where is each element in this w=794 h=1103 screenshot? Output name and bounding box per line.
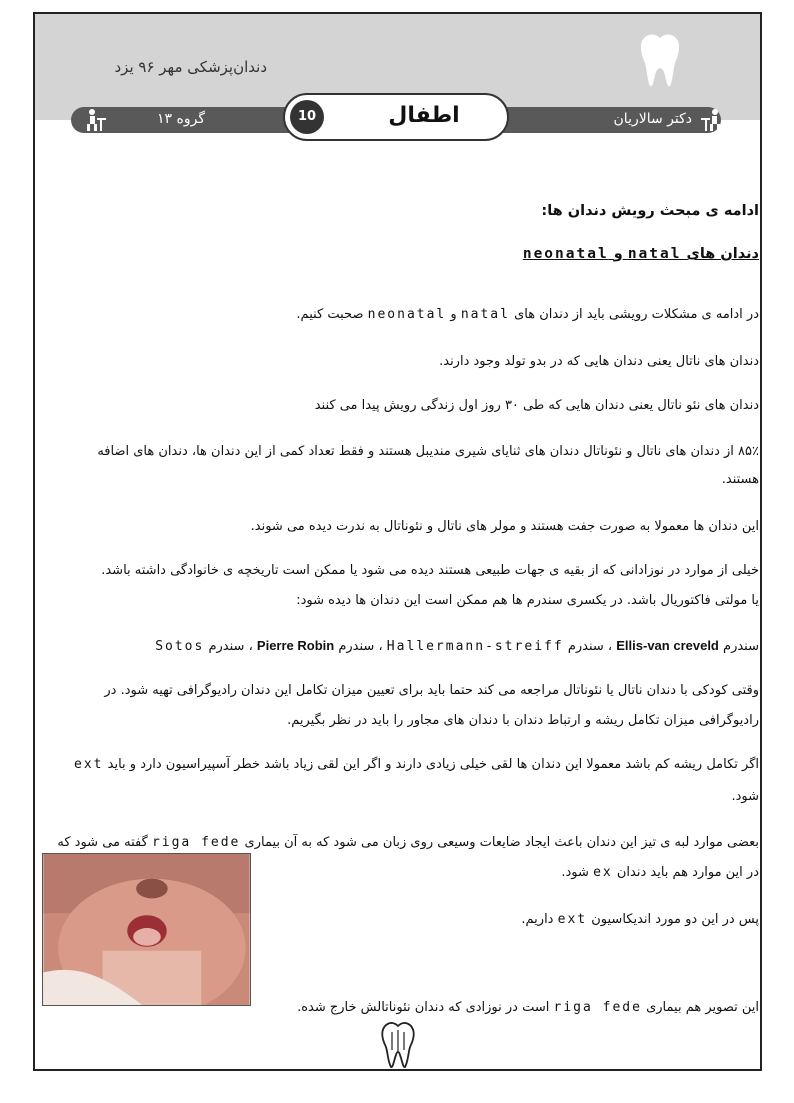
page-number: 10 [290, 100, 324, 134]
teacher-figure-icon [83, 108, 107, 132]
paragraph: در این موارد هم باید دندان ex شود. [561, 865, 759, 880]
paragraph: دندان های ناتال یعنی دندان هایی که در بدو تولد وجود دارند. [439, 354, 759, 369]
paragraph: وقتی کودکی با دندان ناتال یا نئوناتال مراجعه می کند حتما باید برای تعیین میزان تکامل این دندان رادیوگرافی تهیه شود. در [104, 683, 759, 698]
paragraph: رادیوگرافی میزان تکامل ریشه و ارتباط دندان با دندان های مجاور را باید در نظر بگیریم. [287, 713, 759, 728]
paragraph: پس در این دو مورد اندیکاسیون ext داریم. [521, 912, 759, 927]
teacher-figure-icon [700, 108, 724, 132]
tooth-outline-icon [380, 1020, 416, 1068]
paragraph: سندرم Ellis-van creveld ، سندرم Hallermann-streiff ، سندرم Pierre Robin ، سندرم Sotos [155, 638, 759, 654]
page-frame [33, 12, 762, 1071]
header-author: دکتر سالاریان [613, 111, 692, 127]
paragraph: ۸۵٪ از دندان های ناتال و نئوناتال دندان های ثنایای شیری مندیبل هستند و فقط تعداد کمی از این دندان ها، دندان های اضافه [97, 444, 759, 459]
paragraph: اگر تکامل ریشه کم باشد معمولا این دندان ها لقی خیلی زیادی دارند و اگر این لقی زیاد باشد خطر آسپیراسیون دارد و باید ext [74, 757, 759, 772]
section-heading: ادامه ی مبحث رویش دندان ها: [541, 203, 759, 219]
paragraph: در ادامه ی مشکلات رویشی باید از دندان های natal و neonatal صحبت کنیم. [296, 307, 759, 322]
course-title-pill [283, 93, 509, 141]
course-title: اطفال [388, 103, 460, 128]
clinical-photo [42, 853, 251, 1006]
paragraph: دندان های نئو ناتال یعنی دندان هایی که طی ۳۰ روز اول زندگی رویش پیدا می کنند [314, 398, 759, 413]
paragraph: خیلی از موارد در نوزادانی که از بقیه ی جهات طبیعی هستند دیده می شود یا ممکن است تاریخچه ی خانوادگی داشته باشد. [101, 563, 759, 578]
header-site-name: دندان‌پزشکی مهر ۹۶ یزد [114, 58, 267, 76]
paragraph: هستند. [721, 472, 759, 487]
subsection-heading: دندان های natal و neonatal [522, 246, 759, 262]
paragraph: این دندان ها معمولا به صورت جفت هستند و مولر های ناتال و نئوناتال به ندرت دیده می شوند. [250, 519, 759, 534]
paragraph: بعضی موارد لبه ی تیز این دندان باعث ایجاد ضایعات وسیعی روی زبان می شود که به آن بیماری riga fede گفته می شود که [57, 835, 759, 850]
paragraph: این تصویر هم بیماری riga fede است در نوزادی که دندان نئوناتالش خارج شده. [297, 1000, 759, 1015]
paragraph: شود. [731, 789, 759, 804]
header-group: گروه ۱۳ [157, 111, 205, 127]
paragraph: یا مولتی فاکتوریال باشد. در یکسری سندرم ها هم ممکن است این دندان ها دیده شود: [296, 593, 759, 608]
tooth-logo-icon [638, 32, 682, 88]
